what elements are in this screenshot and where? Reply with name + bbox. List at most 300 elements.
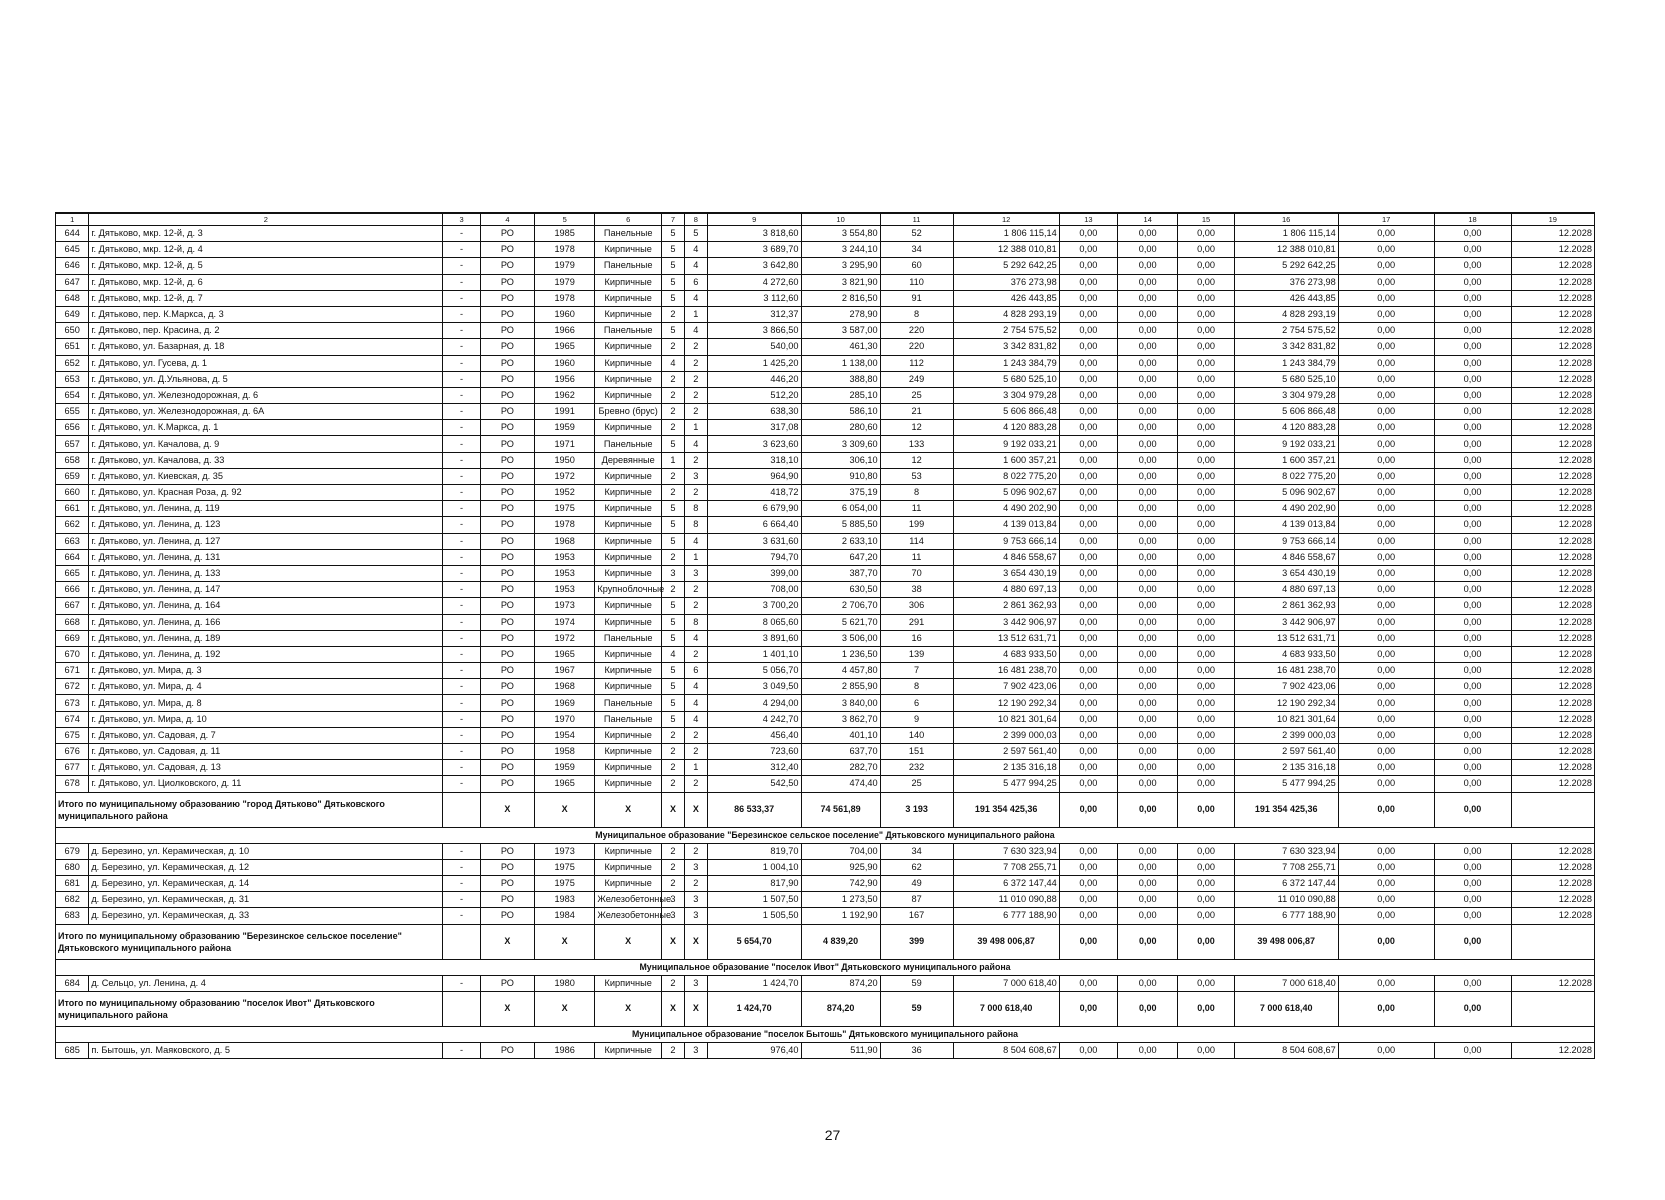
cell-col-19: 12.2028 bbox=[1511, 760, 1594, 776]
cell-col-1: 667 bbox=[56, 598, 89, 614]
cell-col-13: 0,00 bbox=[1059, 875, 1117, 891]
cell-col-19: 12.2028 bbox=[1511, 679, 1594, 695]
cell-col-14: 0,00 bbox=[1118, 646, 1178, 662]
cell-col-18: 0,00 bbox=[1434, 776, 1511, 792]
cell-col-16: 2 754 575,52 bbox=[1234, 323, 1338, 339]
cell-col-3: - bbox=[443, 760, 480, 776]
cell-col-19: 12.2028 bbox=[1511, 565, 1594, 581]
cell-col-11: 36 bbox=[880, 1042, 953, 1058]
cell-col-10: 3 295,90 bbox=[801, 258, 880, 274]
cell-col-10: 2 816,50 bbox=[801, 290, 880, 306]
cell-col-15: 0,00 bbox=[1178, 323, 1234, 339]
cell-col-14: 0,00 bbox=[1118, 711, 1178, 727]
cell-col-17: 0,00 bbox=[1338, 290, 1434, 306]
cell-col-5: 1953 bbox=[534, 582, 594, 598]
cell-col-11: 8 bbox=[880, 679, 953, 695]
cell-col-10: 280,60 bbox=[801, 420, 880, 436]
cell-col-2: г. Дятьково, ул. Киевская, д. 35 bbox=[89, 468, 443, 484]
cell-col-19: 12.2028 bbox=[1511, 646, 1594, 662]
cell-col-7: 4 bbox=[662, 355, 685, 371]
cell-col-2: г. Дятьково, ул. Красная Роза, д. 92 bbox=[89, 485, 443, 501]
cell-col-5: 1968 bbox=[534, 679, 594, 695]
cell-col-1: 662 bbox=[56, 517, 89, 533]
cell-col-13: 0,00 bbox=[1059, 371, 1117, 387]
cell-col-17: 0,00 bbox=[1338, 226, 1434, 242]
cell-col-10: 5 621,70 bbox=[801, 614, 880, 630]
cell-col-2: г. Дятьково, ул. Железнодорожная, д. 6 bbox=[89, 387, 443, 403]
cell-col-19: 12.2028 bbox=[1511, 663, 1594, 679]
cell-col-15: 0,00 bbox=[1178, 274, 1234, 290]
cell-col-12: 5 680 525,10 bbox=[953, 371, 1059, 387]
cell-col-4: РО bbox=[480, 404, 534, 420]
cell-col-14: 0,00 bbox=[1118, 975, 1178, 991]
cell-col-2: г. Дятьково, ул. Базарная, д. 18 bbox=[89, 339, 443, 355]
cell-col-13: 0,00 bbox=[1059, 630, 1117, 646]
cell-col-19: 12.2028 bbox=[1511, 452, 1594, 468]
cell-col-3: - bbox=[443, 875, 480, 891]
cell-col-4: РО bbox=[480, 533, 534, 549]
table-row bbox=[56, 630, 1595, 646]
cell-col-3: - bbox=[443, 663, 480, 679]
cell-col-12: 8 022 775,20 bbox=[953, 468, 1059, 484]
cell-col-10: 630,50 bbox=[801, 582, 880, 598]
cell-col-3: - bbox=[443, 404, 480, 420]
cell-col-1: 650 bbox=[56, 323, 89, 339]
cell-col-4: РО bbox=[480, 663, 534, 679]
cell-col-18: 0,00 bbox=[1434, 290, 1511, 306]
total-value: 0,00 bbox=[1434, 991, 1511, 1026]
cell-col-6: Кирпичные bbox=[595, 744, 662, 760]
cell-col-19: 12.2028 bbox=[1511, 549, 1594, 565]
cell-col-9: 1 425,20 bbox=[707, 355, 801, 371]
cell-col-9: 3 700,20 bbox=[707, 598, 801, 614]
cell-col-7: 2 bbox=[662, 744, 685, 760]
cell-col-8: 2 bbox=[684, 727, 707, 743]
cell-col-16: 4 846 558,67 bbox=[1234, 549, 1338, 565]
cell-col-4: РО bbox=[480, 1042, 534, 1058]
cell-col-14: 0,00 bbox=[1118, 614, 1178, 630]
cell-col-4: РО bbox=[480, 892, 534, 908]
table-row bbox=[56, 355, 1595, 371]
cell-col-5: 1979 bbox=[534, 258, 594, 274]
cell-col-4: РО bbox=[480, 452, 534, 468]
cell-col-18: 0,00 bbox=[1434, 908, 1511, 924]
cell-col-9: 4 272,60 bbox=[707, 274, 801, 290]
cell-col-9: 6 664,40 bbox=[707, 517, 801, 533]
cell-col-18: 0,00 bbox=[1434, 468, 1511, 484]
cell-col-10: 3 840,00 bbox=[801, 695, 880, 711]
cell-col-18: 0,00 bbox=[1434, 843, 1511, 859]
cell-col-19: 12.2028 bbox=[1511, 387, 1594, 403]
cell-col-14: 0,00 bbox=[1118, 776, 1178, 792]
cell-col-11: 8 bbox=[880, 485, 953, 501]
cell-col-13: 0,00 bbox=[1059, 290, 1117, 306]
cell-col-6: Кирпичные bbox=[595, 274, 662, 290]
cell-col-6: Кирпичные bbox=[595, 468, 662, 484]
cell-col-18: 0,00 bbox=[1434, 420, 1511, 436]
cell-col-10: 2 633,10 bbox=[801, 533, 880, 549]
table-row bbox=[56, 290, 1595, 306]
cell-col-11: 62 bbox=[880, 859, 953, 875]
cell-col-11: 87 bbox=[880, 892, 953, 908]
table-row bbox=[56, 226, 1595, 242]
cell-col-4: РО bbox=[480, 565, 534, 581]
cell-col-13: 0,00 bbox=[1059, 582, 1117, 598]
cell-col-9: 317,08 bbox=[707, 420, 801, 436]
cell-col-1: 674 bbox=[56, 711, 89, 727]
cell-col-8: 2 bbox=[684, 355, 707, 371]
cell-col-6: Панельные bbox=[595, 711, 662, 727]
cell-col-11: 232 bbox=[880, 760, 953, 776]
cell-col-5: 1965 bbox=[534, 776, 594, 792]
cell-col-14: 0,00 bbox=[1118, 663, 1178, 679]
cell-col-15: 0,00 bbox=[1178, 892, 1234, 908]
cell-col-2: г. Дятьково, ул. Ленина, д. 127 bbox=[89, 533, 443, 549]
cell-col-12: 4 490 202,90 bbox=[953, 501, 1059, 517]
table-row bbox=[56, 1042, 1595, 1058]
total-value: 0,00 bbox=[1118, 924, 1178, 959]
cell-col-13: 0,00 bbox=[1059, 975, 1117, 991]
cell-col-4: РО bbox=[480, 420, 534, 436]
cell-col-11: 91 bbox=[880, 290, 953, 306]
cell-col-7: 2 bbox=[662, 306, 685, 322]
cell-col-3: - bbox=[443, 727, 480, 743]
cell-col-8: 1 bbox=[684, 420, 707, 436]
cell-col-19: 12.2028 bbox=[1511, 290, 1594, 306]
cell-col-7: 5 bbox=[662, 258, 685, 274]
cell-col-12: 1 600 357,21 bbox=[953, 452, 1059, 468]
cell-col-8: 4 bbox=[684, 533, 707, 549]
total-value: 0,00 bbox=[1178, 991, 1234, 1026]
cell-col-5: 1973 bbox=[534, 843, 594, 859]
cell-col-8: 2 bbox=[684, 371, 707, 387]
document-page bbox=[55, 212, 1595, 1059]
cell-col-1: 664 bbox=[56, 549, 89, 565]
table-row bbox=[56, 646, 1595, 662]
cell-col-13: 0,00 bbox=[1059, 323, 1117, 339]
cell-col-5: 1975 bbox=[534, 501, 594, 517]
cell-col-11: 11 bbox=[880, 501, 953, 517]
cell-col-14: 0,00 bbox=[1118, 875, 1178, 891]
cell-col-8: 4 bbox=[684, 436, 707, 452]
cell-col-6: Железобетонные bbox=[595, 908, 662, 924]
table-row bbox=[56, 533, 1595, 549]
cell-col-8: 3 bbox=[684, 975, 707, 991]
cell-col-11: 59 bbox=[880, 975, 953, 991]
cell-col-11: 52 bbox=[880, 226, 953, 242]
section-header-row bbox=[56, 1026, 1595, 1042]
cell-col-19: 12.2028 bbox=[1511, 908, 1594, 924]
cell-col-10: 3 309,60 bbox=[801, 436, 880, 452]
cell-col-14: 0,00 bbox=[1118, 760, 1178, 776]
table-row bbox=[56, 306, 1595, 322]
cell-col-14: 0,00 bbox=[1118, 892, 1178, 908]
cell-col-7: 1 bbox=[662, 452, 685, 468]
cell-col-17: 0,00 bbox=[1338, 517, 1434, 533]
cell-col-1: 663 bbox=[56, 533, 89, 549]
cell-col-17: 0,00 bbox=[1338, 875, 1434, 891]
cell-col-8: 2 bbox=[684, 646, 707, 662]
total-label: Итого по муниципальному образованию "город Дятьково" Дятьковского муниципального района bbox=[56, 792, 443, 827]
cell-col-2: г. Дятьково, ул. Ленина, д. 123 bbox=[89, 517, 443, 533]
cell-col-13: 0,00 bbox=[1059, 711, 1117, 727]
cell-col-10: 742,90 bbox=[801, 875, 880, 891]
cell-col-11: 6 bbox=[880, 695, 953, 711]
cell-col-3: - bbox=[443, 355, 480, 371]
cell-col-14: 0,00 bbox=[1118, 533, 1178, 549]
cell-col-3: - bbox=[443, 744, 480, 760]
cell-col-12: 9 753 666,14 bbox=[953, 533, 1059, 549]
column-number: 7 bbox=[662, 213, 685, 226]
cell-col-19: 12.2028 bbox=[1511, 501, 1594, 517]
cell-col-6: Кирпичные bbox=[595, 339, 662, 355]
cell-col-11: 53 bbox=[880, 468, 953, 484]
column-number: 19 bbox=[1511, 213, 1594, 226]
total-value: 39 498 006,87 bbox=[1234, 924, 1338, 959]
cell-col-13: 0,00 bbox=[1059, 533, 1117, 549]
cell-col-12: 10 821 301,64 bbox=[953, 711, 1059, 727]
cell-col-4: РО bbox=[480, 744, 534, 760]
cell-col-9: 817,90 bbox=[707, 875, 801, 891]
cell-col-4: РО bbox=[480, 485, 534, 501]
total-value: 5 654,70 bbox=[707, 924, 801, 959]
cell-col-14: 0,00 bbox=[1118, 258, 1178, 274]
cell-col-4: РО bbox=[480, 975, 534, 991]
table-row bbox=[56, 679, 1595, 695]
cell-col-13: 0,00 bbox=[1059, 679, 1117, 695]
cell-col-11: 9 bbox=[880, 711, 953, 727]
cell-col-12: 7 000 618,40 bbox=[953, 975, 1059, 991]
cell-col-17: 0,00 bbox=[1338, 339, 1434, 355]
cell-col-17: 0,00 bbox=[1338, 744, 1434, 760]
cell-col-19: 12.2028 bbox=[1511, 843, 1594, 859]
cell-col-3: - bbox=[443, 565, 480, 581]
cell-col-6: Кирпичные bbox=[595, 875, 662, 891]
total-value: 0,00 bbox=[1178, 924, 1234, 959]
cell-col-1: 645 bbox=[56, 242, 89, 258]
cell-col-18: 0,00 bbox=[1434, 598, 1511, 614]
total-row bbox=[56, 924, 1595, 959]
cell-col-1: 669 bbox=[56, 630, 89, 646]
cell-col-7: 3 bbox=[662, 565, 685, 581]
cell-col-5: 1975 bbox=[534, 875, 594, 891]
cell-col-1: 680 bbox=[56, 859, 89, 875]
total-label: Итого по муниципальному образованию "поселок Ивот" Дятьковского муниципального района bbox=[56, 991, 443, 1026]
table-row bbox=[56, 663, 1595, 679]
column-number: 10 bbox=[801, 213, 880, 226]
cell-col-12: 12 190 292,34 bbox=[953, 695, 1059, 711]
cell-col-16: 2 399 000,03 bbox=[1234, 727, 1338, 743]
cell-col-11: 49 bbox=[880, 875, 953, 891]
cell-col-16: 13 512 631,71 bbox=[1234, 630, 1338, 646]
cell-col-11: 25 bbox=[880, 776, 953, 792]
cell-col-1: 649 bbox=[56, 306, 89, 322]
cell-col-17: 0,00 bbox=[1338, 274, 1434, 290]
total-value: 74 561,89 bbox=[801, 792, 880, 827]
cell-col-11: 25 bbox=[880, 387, 953, 403]
cell-col-17: 0,00 bbox=[1338, 892, 1434, 908]
cell-col-14: 0,00 bbox=[1118, 468, 1178, 484]
cell-col-12: 376 273,98 bbox=[953, 274, 1059, 290]
cell-col-12: 2 399 000,03 bbox=[953, 727, 1059, 743]
cell-col-18: 0,00 bbox=[1434, 663, 1511, 679]
cell-col-14: 0,00 bbox=[1118, 744, 1178, 760]
cell-col-3: - bbox=[443, 290, 480, 306]
total-value: 0,00 bbox=[1059, 924, 1117, 959]
cell-col-4: РО bbox=[480, 468, 534, 484]
cell-col-5: 1980 bbox=[534, 975, 594, 991]
cell-col-19: 12.2028 bbox=[1511, 468, 1594, 484]
cell-col-9: 6 679,90 bbox=[707, 501, 801, 517]
cell-col-13: 0,00 bbox=[1059, 468, 1117, 484]
cell-col-4: РО bbox=[480, 727, 534, 743]
cell-col-7: 2 bbox=[662, 776, 685, 792]
cell-col-3: - bbox=[443, 908, 480, 924]
total-value: 0,00 bbox=[1118, 792, 1178, 827]
table-row bbox=[56, 468, 1595, 484]
cell-col-18: 0,00 bbox=[1434, 565, 1511, 581]
cell-col-15: 0,00 bbox=[1178, 485, 1234, 501]
cell-col-17: 0,00 bbox=[1338, 501, 1434, 517]
cell-col-14: 0,00 bbox=[1118, 695, 1178, 711]
column-number: 8 bbox=[684, 213, 707, 226]
cell-col-14: 0,00 bbox=[1118, 226, 1178, 242]
cell-col-4: РО bbox=[480, 695, 534, 711]
cell-col-16: 8 504 608,67 bbox=[1234, 1042, 1338, 1058]
table-row bbox=[56, 843, 1595, 859]
cell-col-16: 5 477 994,25 bbox=[1234, 776, 1338, 792]
x-mark: X bbox=[662, 924, 685, 959]
cell-col-13: 0,00 bbox=[1059, 517, 1117, 533]
cell-col-4: РО bbox=[480, 549, 534, 565]
cell-col-7: 4 bbox=[662, 646, 685, 662]
cell-col-11: 139 bbox=[880, 646, 953, 662]
cell-col-11: 110 bbox=[880, 274, 953, 290]
cell-col-14: 0,00 bbox=[1118, 306, 1178, 322]
cell-col-13: 0,00 bbox=[1059, 646, 1117, 662]
cell-col-8: 3 bbox=[684, 565, 707, 581]
cell-col-3: - bbox=[443, 436, 480, 452]
cell-col-3: - bbox=[443, 517, 480, 533]
cell-col-5: 1978 bbox=[534, 290, 594, 306]
cell-col-10: 2 706,70 bbox=[801, 598, 880, 614]
cell-col-13: 0,00 bbox=[1059, 436, 1117, 452]
cell-col-9: 723,60 bbox=[707, 744, 801, 760]
cell-col-16: 3 654 430,19 bbox=[1234, 565, 1338, 581]
cell-col-12: 4 120 883,28 bbox=[953, 420, 1059, 436]
cell-col-10: 285,10 bbox=[801, 387, 880, 403]
cell-col-9: 708,00 bbox=[707, 582, 801, 598]
x-mark: X bbox=[684, 991, 707, 1026]
cell-col-5: 1960 bbox=[534, 355, 594, 371]
cell-col-6: Кирпичные bbox=[595, 565, 662, 581]
cell-col-5: 1983 bbox=[534, 892, 594, 908]
cell-col-18: 0,00 bbox=[1434, 859, 1511, 875]
cell-col-16: 4 120 883,28 bbox=[1234, 420, 1338, 436]
cell-col-5: 1967 bbox=[534, 663, 594, 679]
cell-col-10: 586,10 bbox=[801, 404, 880, 420]
table-row bbox=[56, 501, 1595, 517]
cell-col-12: 1 806 115,14 bbox=[953, 226, 1059, 242]
cell-col-16: 7 708 255,71 bbox=[1234, 859, 1338, 875]
cell-col-3: - bbox=[443, 859, 480, 875]
cell-col-7: 2 bbox=[662, 760, 685, 776]
cell-col-1: 679 bbox=[56, 843, 89, 859]
total-value: 191 354 425,36 bbox=[953, 792, 1059, 827]
cell-col-15: 0,00 bbox=[1178, 258, 1234, 274]
cell-col-2: п. Бытошь, ул. Маяковского, д. 5 bbox=[89, 1042, 443, 1058]
table-row bbox=[56, 859, 1595, 875]
x-mark: X bbox=[684, 924, 707, 959]
cell-col-1: 651 bbox=[56, 339, 89, 355]
cell-col-2: г. Дятьково, мкр. 12-й, д. 7 bbox=[89, 290, 443, 306]
cell-col-3: - bbox=[443, 843, 480, 859]
cell-col-12: 2 597 561,40 bbox=[953, 744, 1059, 760]
cell-col-6: Кирпичные bbox=[595, 859, 662, 875]
cell-col-15: 0,00 bbox=[1178, 517, 1234, 533]
cell-col-15: 0,00 bbox=[1178, 404, 1234, 420]
cell-col-5: 1953 bbox=[534, 549, 594, 565]
cell-col-9: 399,00 bbox=[707, 565, 801, 581]
cell-col-8: 3 bbox=[684, 859, 707, 875]
cell-col-2: г. Дятьково, ул. Садовая, д. 7 bbox=[89, 727, 443, 743]
cell-col-2: г. Дятьково, ул. Ленина, д. 164 bbox=[89, 598, 443, 614]
cell-col-2: г. Дятьково, ул. Железнодорожная, д. 6А bbox=[89, 404, 443, 420]
cell-col-18: 0,00 bbox=[1434, 727, 1511, 743]
x-mark: X bbox=[534, 792, 594, 827]
cell-col-10: 5 885,50 bbox=[801, 517, 880, 533]
cell-col-9: 3 689,70 bbox=[707, 242, 801, 258]
cell-col-17: 0,00 bbox=[1338, 452, 1434, 468]
cell-col-9: 318,10 bbox=[707, 452, 801, 468]
cell-col-10: 511,90 bbox=[801, 1042, 880, 1058]
cell-col-10: 3 821,90 bbox=[801, 274, 880, 290]
cell-col-6: Кирпичные bbox=[595, 727, 662, 743]
cell-col-7: 5 bbox=[662, 711, 685, 727]
cell-col-4: РО bbox=[480, 436, 534, 452]
cell-col-15: 0,00 bbox=[1178, 420, 1234, 436]
cell-col-15: 0,00 bbox=[1178, 695, 1234, 711]
cell-col-15: 0,00 bbox=[1178, 598, 1234, 614]
table-row bbox=[56, 517, 1595, 533]
cell-col-15: 0,00 bbox=[1178, 908, 1234, 924]
cell-col-10: 3 244,10 bbox=[801, 242, 880, 258]
cell-col-17: 0,00 bbox=[1338, 614, 1434, 630]
cell-col-17: 0,00 bbox=[1338, 663, 1434, 679]
cell-col-18: 0,00 bbox=[1434, 485, 1511, 501]
cell-col-17: 0,00 bbox=[1338, 1042, 1434, 1058]
cell-col-11: 12 bbox=[880, 452, 953, 468]
cell-col-10: 637,70 bbox=[801, 744, 880, 760]
cell-col-5: 1966 bbox=[534, 323, 594, 339]
cell-col-2: г. Дятьково, ул. Гусева, д. 1 bbox=[89, 355, 443, 371]
cell-col-7: 3 bbox=[662, 908, 685, 924]
cell-col-10: 474,40 bbox=[801, 776, 880, 792]
cell-col-12: 4 880 697,13 bbox=[953, 582, 1059, 598]
cell-col-19: 12.2028 bbox=[1511, 323, 1594, 339]
housing-register-table bbox=[55, 212, 1595, 1059]
cell-col-1: 657 bbox=[56, 436, 89, 452]
cell-col-1: 656 bbox=[56, 420, 89, 436]
cell-col-19: 12.2028 bbox=[1511, 614, 1594, 630]
cell-col-12: 7 708 255,71 bbox=[953, 859, 1059, 875]
cell-col-19: 12.2028 bbox=[1511, 533, 1594, 549]
cell-col-9: 638,30 bbox=[707, 404, 801, 420]
cell-col-19: 12.2028 bbox=[1511, 258, 1594, 274]
section-title: Муниципальное образование "поселок Бытошь" Дятьковского муниципального района bbox=[56, 1026, 1595, 1042]
total-value: 874,20 bbox=[801, 991, 880, 1026]
cell-col-12: 426 443,85 bbox=[953, 290, 1059, 306]
